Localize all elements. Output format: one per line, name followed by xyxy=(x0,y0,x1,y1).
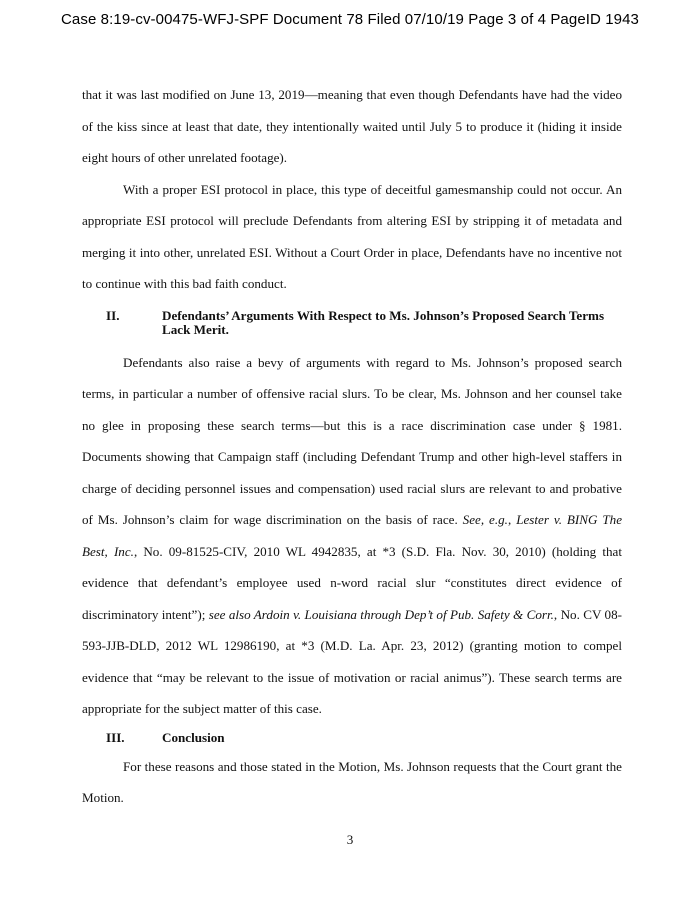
section-heading-ii xyxy=(82,300,622,347)
case-header-stamp: Case 8:19-cv-00475-WFJ-SPF Document 78 Filed 07/10/19 Page 3 of 4 PageID 1943 xyxy=(60,11,639,28)
citation-signal: See, e.g. xyxy=(462,512,508,527)
paragraph-search-terms xyxy=(82,347,622,725)
paragraph-esi-protocol: With a proper ESI protocol in place, this type of deceitful gamesmanship could not occur. An appropriate ESI protocol will preclude Defendants from altering ESI by stripping it of metadata and merging it into other, unrelated ESI. Without a Court Order in place, Defendants have no incentive not to continue with this bad faith conduct. xyxy=(82,181,622,291)
page-number: 3 xyxy=(346,832,354,847)
case-citation-lester: Lester v. BING The Best, Inc. xyxy=(82,512,623,559)
section-title: Conclusion xyxy=(162,729,225,745)
text-run: Defendants also raise a bevy of arguments with regard to Ms. Johnson’s proposed search terms, in particular a number of offensive racial slurs. To be clear, Ms. Johnson and her counsel take no glee in proposing these search terms—but this is a race discrimination case under § 1981. Documents showing that Campaign staff (including Defendant Trump and other high-level staffers in charge of deciding personnel issues and compensation) used racial slurs are relevant to and probative of Ms. Johnson’s claim for wage discrimination on the basis of race. xyxy=(82,354,622,527)
section-number: II. xyxy=(106,307,120,323)
paragraph-conclusion: For these reasons and those stated in the Motion, Ms. Johnson requests that the Court grant the Motion. xyxy=(82,758,622,805)
section-heading-iii xyxy=(82,725,622,751)
text-run: , No. CV 08-593-JJB-DLD, 2012 WL 12986190, at *3 (M.D. La. Apr. 23, 2012) (granting motion to compel evidence that “may be relevant to the issue of motivation or racial animus”). These search terms are appropriate for the subject matter of this case. xyxy=(82,606,622,716)
case-citation-ardoin: see also Ardoin v. Louisiana through Dep’t of Pub. Safety & Corr. xyxy=(208,606,554,622)
text-run: , No. 09-81525-CIV, 2010 WL 4942835, at *3 (S.D. Fla. Nov. 30, 2010) (holding that evidence that defendant’s employee used n-word racial slur “constitutes direct evidence of discriminatory intent”); xyxy=(82,543,622,622)
text-run: , xyxy=(507,512,517,527)
section-number: III. xyxy=(106,729,125,745)
paragraph-continuation: that it was last modified on June 13, 2019—meaning that even though Defendants have had the video of the kiss since at least that date, they intentionally waited until July 5 to produce it (hiding it inside eight hours of other unrelated footage). xyxy=(82,87,622,165)
section-title: Defendants’ Arguments With Respect to Ms. Johnson’s Proposed Search Terms Lack Merit. xyxy=(162,307,605,337)
document-body xyxy=(82,79,622,814)
